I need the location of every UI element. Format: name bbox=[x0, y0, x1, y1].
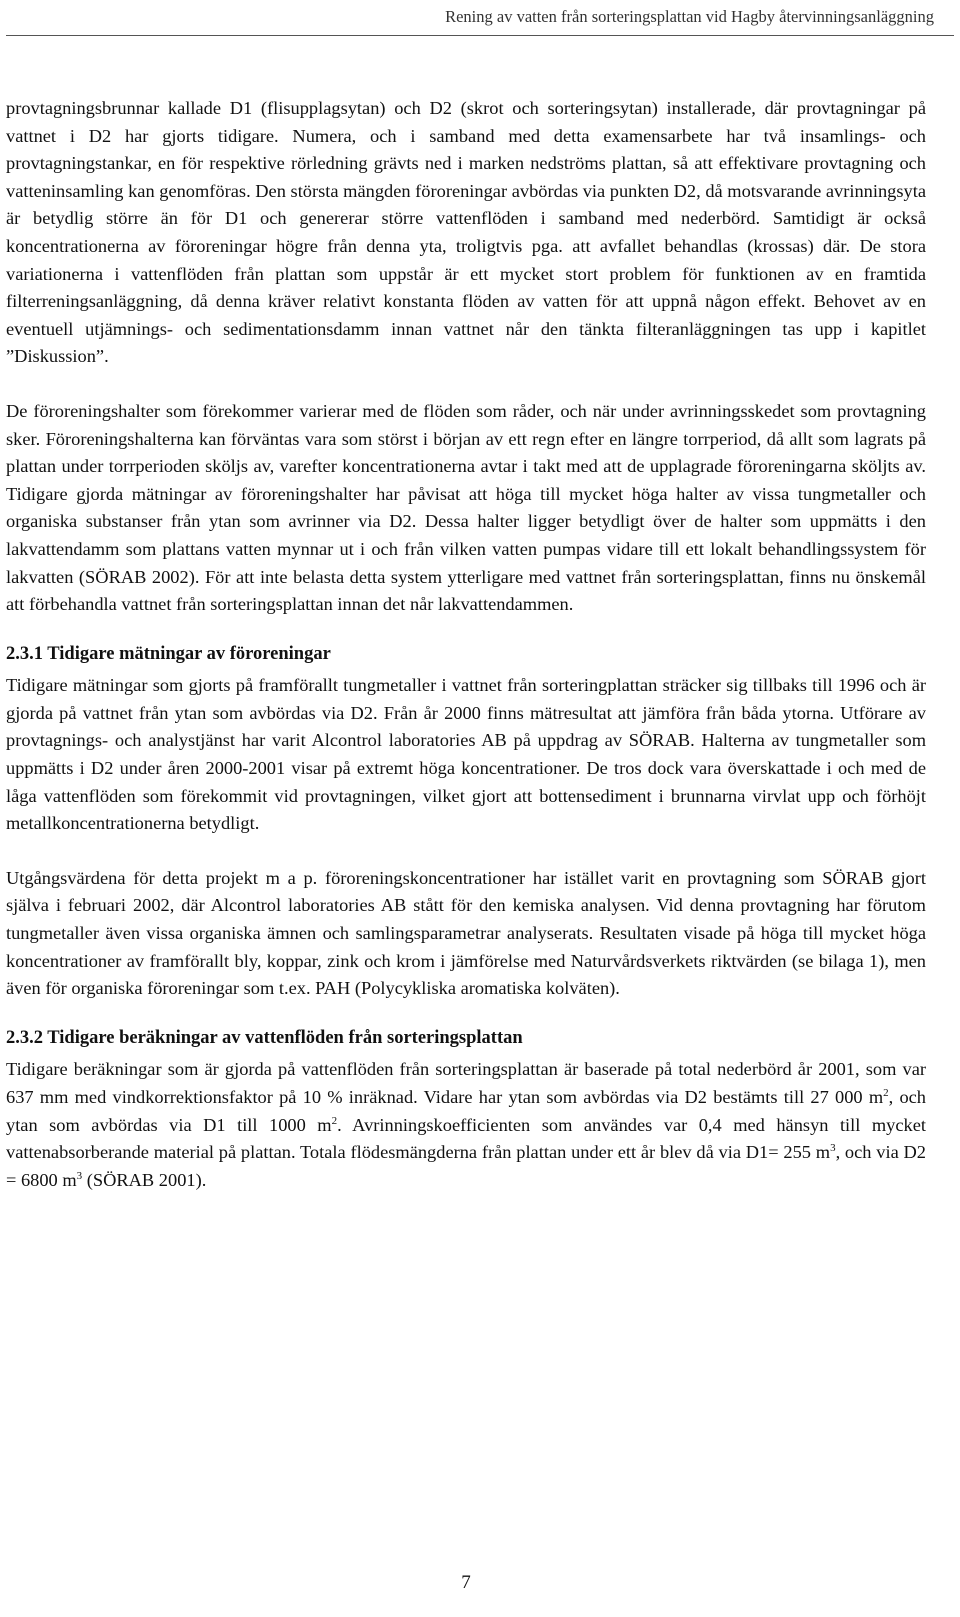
text-run: , och via D2 = 6800 m bbox=[6, 1142, 926, 1190]
running-header-title: Rening av vatten från sorteringsplattan vid Hagby återvinningsanläggning bbox=[445, 7, 934, 26]
paragraph-tidigare-berakningar bbox=[6, 1056, 926, 1194]
superscript: 2 bbox=[883, 1086, 889, 1099]
superscript: 2 bbox=[331, 1114, 338, 1127]
text-run: . Avrinningskoefficienten som användes var 0,4 med hänsyn till mycket vattenabsorberande material på plattan. Totala flödesmängderna från plattan under ett år blev då via D1= 255 m bbox=[6, 1114, 927, 1163]
section-heading-2-3-1: 2.3.1 Tidigare mätningar av föroreningar bbox=[6, 643, 331, 664]
text-run: (SÖRAB 2001). bbox=[82, 1169, 207, 1190]
section-heading-2-3-2: 2.3.2 Tidigare beräkningar av vattenflöden från sorteringsplattan bbox=[6, 1027, 523, 1048]
text-run: , och ytan som avbördas via D1 till 1000 m bbox=[6, 1087, 927, 1135]
header-rule bbox=[6, 35, 954, 36]
paragraph-provtagningsbrunnar: provtagningsbrunnar kallade D1 (flisupplagsytan) och D2 (skrot och sorteringsytan) installerade, där provtagningar på vattnet i D2 har gjorts tidigare. Numera, och i samband med detta examensarbete har två insamlings- och provtagningstankar, en för respektive rörledning grävts ned i marken nedströms plattan, så att effektivare provtagning och vatteninsamling kan genomföras. Den största mängden föroreningar avbördas via punkten D2, då motsvarande avrinningsyta är betydlig större än för D1 och genererar större vattenflöden i samband med nederbörd. Samtidigt är också koncentrationerna av föroreningar högre från denna yta, troligtvis pga. att avfallet behandlas (krossas) där. De stora variationerna i vattenflöden från plattan som uppstår är ett mycket stort problem för funktionen av en framtida filterreningsanläggning, då denna kräver relativt konstanta flöden av vatten för att uppnå någon effekt. Behovet av en eventuell utjämnings- och sedimentationsdamm innan vattnet når den tänkta filteranläggningen tas upp i kapitlet ”Diskussion”. bbox=[6, 98, 926, 367]
document-body bbox=[6, 95, 926, 1194]
text-run: Tidigare beräkningar som är gjorda på vattenflöden från sorteringsplattan är baserade på total nederbörd år 2001, som var 637 mm med vindkorrektionsfaktor på 10 % inräknad. Vidare har ytan som avbördas via D2 bestämts till 27 000 m bbox=[6, 1059, 926, 1107]
paragraph-fororeningshalter: De föroreningshalter som förekommer varierar med de flöden som råder, och när under avrinningsskedet som provtagning sker. Föroreningshalterna kan förväntas vara som störst i början av ett regn efter en längre torrperiod, då allt som lagrats på plattan under torrperioden sköljs av, varefter koncentrationerna avtar i takt med att de upplagrade föroreningarna sköljts av. Tidigare gjorda mätningar av föroreningshalter har påvisat att höga till mycket höga halter av vissa tungmetaller och organiska substanser från ytan som avrinner via D2. Dessa halter ligger betydligt över de halter som uppmätts i den lakvattendamm som plattans vatten mynnar ut i och från vilken vatten pumpas vidare till ett lokalt behandlingssystem för lakvatten (SÖRAB 2002). För att inte belasta detta system ytterligare med vattnet från sorteringsplattan, finns nu önskemål att förbehandla vattnet från sorteringsplattan innan det når lakvattendammen. bbox=[6, 400, 926, 615]
superscript: 3 bbox=[830, 1142, 836, 1155]
page-number: 7 bbox=[461, 1572, 471, 1593]
paragraph-utgangsvarden: Utgångsvärdena för detta projekt m a p. föroreningskoncentrationer har istället varit en provtagning som SÖRAB gjort själva i februari 2002, där Alcontrol laboratories AB stått för den kemiska analysen. Vid denna provtagning har förutom tungmetaller även vissa organiska ämnen och samlingsparametrar analyserats. Resultaten visade på höga till mycket höga koncentrationer av framförallt bly, koppar, zink och krom i jämförelse med Naturvårdsverkets riktvärden (se bilaga 1), men även för organiska föroreningar som t.ex. PAH (Polycykliska aromatiska kolväten). bbox=[6, 867, 926, 999]
paragraph-tidigare-matningar: Tidigare mätningar som gjorts på framförallt tungmetaller i vattnet från sorteringplattan sträcker sig tillbaks till 1996 och är gjorda på vattnet från ytan som avbördas via D2. Från år 2000 finns mätresultat att jämföra från båda ytorna. Utförare av provtagnings- och analystjänst har varit Alcontrol laboratories AB på uppdrag av SÖRAB. Halterna av tungmetaller som uppmätts i D2 under åren 2000-2001 visar på extremt höga koncentrationer. De tros dock vara överskattade i och med de låga vattenflöden som förekommit vid provtagningen, vilket gjort att bottensediment i brunnarna virvlat upp och förhöjt metallkoncentrationerna betydligt. bbox=[6, 675, 926, 834]
page-header bbox=[0, 0, 960, 40]
superscript: 3 bbox=[76, 1169, 83, 1182]
